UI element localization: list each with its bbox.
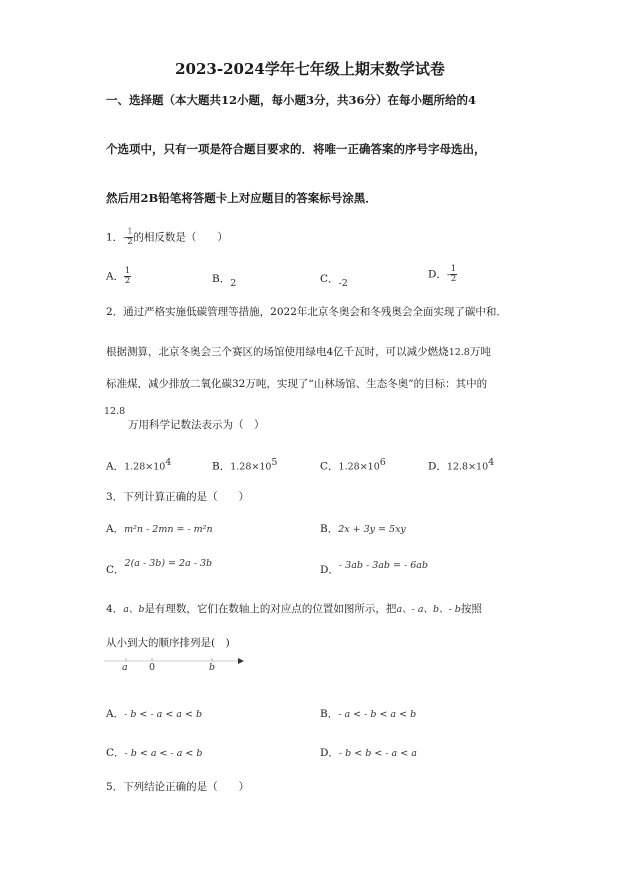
q3-option-d[interactable] <box>320 562 428 577</box>
q1-frac-den: 2 <box>127 237 133 247</box>
q2-option-a-exp: 4 <box>165 457 172 468</box>
q1-frac-num: 1 <box>127 227 133 237</box>
q2-option-d[interactable] <box>428 457 494 474</box>
q4-option-b-expr: - a < - b < a < b <box>338 709 417 720</box>
q2-option-b-base: 1.28×10 <box>230 461 272 473</box>
q1-option-a[interactable] <box>106 267 131 286</box>
q2-option-b-exp: 5 <box>271 457 278 468</box>
q1-number: 1． <box>106 231 124 244</box>
q1-option-d[interactable] <box>428 265 457 284</box>
q4-number: 4． <box>106 603 124 615</box>
q2-option-d-label: D． <box>428 460 447 473</box>
q2-option-a-base: 1.28×10 <box>124 461 166 473</box>
q4-option-b[interactable] <box>320 706 416 721</box>
q4-line2: 从小到大的顺序排列是( ) <box>106 637 230 649</box>
q1-text: 的相反数是（ ） <box>133 231 228 244</box>
q1-option-d-label: D． <box>428 268 447 281</box>
q1-option-b-label: B． <box>212 273 231 285</box>
q3-option-d-expr: - 3ab - 3ab = - 6ab <box>338 560 428 571</box>
q2-option-c-base: 1.28×10 <box>338 461 380 473</box>
q3-option-a-label: A． <box>106 523 125 535</box>
q1-a-den: 2 <box>124 276 131 286</box>
section1-line1: 一、选择题（本大题共12小题，每小题3分，共36分）在每小题所给的4 <box>106 93 477 107</box>
q1-option-d-sign: - <box>446 269 451 281</box>
q4-option-b-label: B． <box>320 708 339 720</box>
q2-line3: 标准煤，减少排放二氧化碳32万吨，实现了“山林场馆、生态冬奥”的目标：其中的 <box>106 378 488 390</box>
q2-option-c[interactable] <box>320 457 386 474</box>
axis-label-0: 0 <box>149 662 156 673</box>
q1-option-c-label: C． <box>320 273 339 285</box>
q3-option-d-label: D． <box>320 564 339 576</box>
q3-option-a-expr: m²n - 2mn = - m²n <box>124 524 213 535</box>
number-line-arrow <box>238 658 244 664</box>
q4-text1: 是有理数，它们在数轴上的对应点的位置如图所示，把 <box>144 603 397 615</box>
q2-option-b-label: B． <box>212 460 231 473</box>
q2-line1: 2．通过严格实施低碳管理等措施，2022年北京冬奥会和冬残奥会全面实现了碳中和． <box>106 306 507 318</box>
q4-option-c-expr: - b < a < - a < b <box>124 748 203 759</box>
q4-option-d[interactable] <box>320 745 417 760</box>
q4-vars: a、b <box>123 604 145 615</box>
q4-text2: 按照 <box>460 603 482 615</box>
q4-option-a-expr: - b < - a < a < b <box>124 709 203 720</box>
q4-option-d-expr: - b < b < - a < a <box>338 748 417 759</box>
q4-option-c-label: C． <box>106 747 125 759</box>
q2-line2 <box>106 344 491 359</box>
q1-option-b-value: 2 <box>230 278 237 289</box>
q2-option-d-base: 12.8×10 <box>446 461 489 473</box>
q1-option-b[interactable] <box>212 271 237 289</box>
q3-option-c[interactable] <box>106 558 213 577</box>
q4-option-a[interactable] <box>106 706 202 721</box>
q4-option-d-label: D． <box>320 747 339 759</box>
q3-option-b-expr: 2x + 3y = 5xy <box>338 524 406 535</box>
q4-line1 <box>106 601 482 616</box>
q3-option-c-expr: 2(a - 3b) = 2a - 3b <box>124 558 213 569</box>
axis-label-a: a <box>122 662 128 673</box>
q2-line4-text: 万用科学记数法表示为（ ） <box>128 419 265 431</box>
q5-text: 5．下列结论正确的是（ ） <box>106 781 250 793</box>
q2-option-a-label: A． <box>106 460 125 473</box>
q2-line4-number: 12.8 <box>104 406 126 417</box>
q3-option-b-label: B． <box>320 523 339 535</box>
q1-option-d-fraction <box>450 265 457 284</box>
q2-option-d-exp: 4 <box>488 457 495 468</box>
q4-option-a-label: A． <box>106 708 125 720</box>
q2-line2-text: 根据测算，北京冬奥会三个赛区的场馆使用绿电4亿千瓦时，可以减少燃烧 <box>106 346 449 358</box>
q1-option-a-fraction <box>124 267 131 286</box>
question-1 <box>106 228 228 247</box>
q3-option-a[interactable] <box>106 521 213 536</box>
q1-option-c[interactable] <box>320 271 348 289</box>
q1-minus: - <box>123 232 127 244</box>
q1-d-num: 1 <box>450 264 457 274</box>
q4-list: a、- a、b、- b <box>396 604 461 615</box>
q4-option-c[interactable] <box>106 745 203 760</box>
q2-option-b[interactable] <box>212 457 277 474</box>
q2-option-a[interactable] <box>106 457 171 474</box>
q2-line2-unit: 万吨 <box>469 346 491 358</box>
q3-text: 3．下列计算正确的是（ ） <box>106 491 250 503</box>
section1-line3: 然后用2B铅笔将答题卡上对应题目的答案标号涂黑． <box>106 191 377 205</box>
q1-option-a-label: A． <box>106 270 125 283</box>
section1-line2: 个选项中，只有一项是符合题目要求的．将唯一正确答案的序号字母选出， <box>106 142 486 156</box>
q2-option-c-exp: 6 <box>379 457 386 468</box>
q2-option-c-label: C． <box>320 460 339 473</box>
axis-label-b: b <box>209 662 216 673</box>
q2-line2-number: 12.8 <box>448 347 470 358</box>
q1-d-den: 2 <box>450 274 457 284</box>
q1-option-c-value: -2 <box>338 278 348 289</box>
q3-option-b[interactable] <box>320 521 406 536</box>
q3-option-c-label: C． <box>106 564 125 576</box>
q1-a-num: 1 <box>124 266 131 276</box>
page-title: 2023-2024学年七年级上期末数学试卷 <box>175 60 445 78</box>
